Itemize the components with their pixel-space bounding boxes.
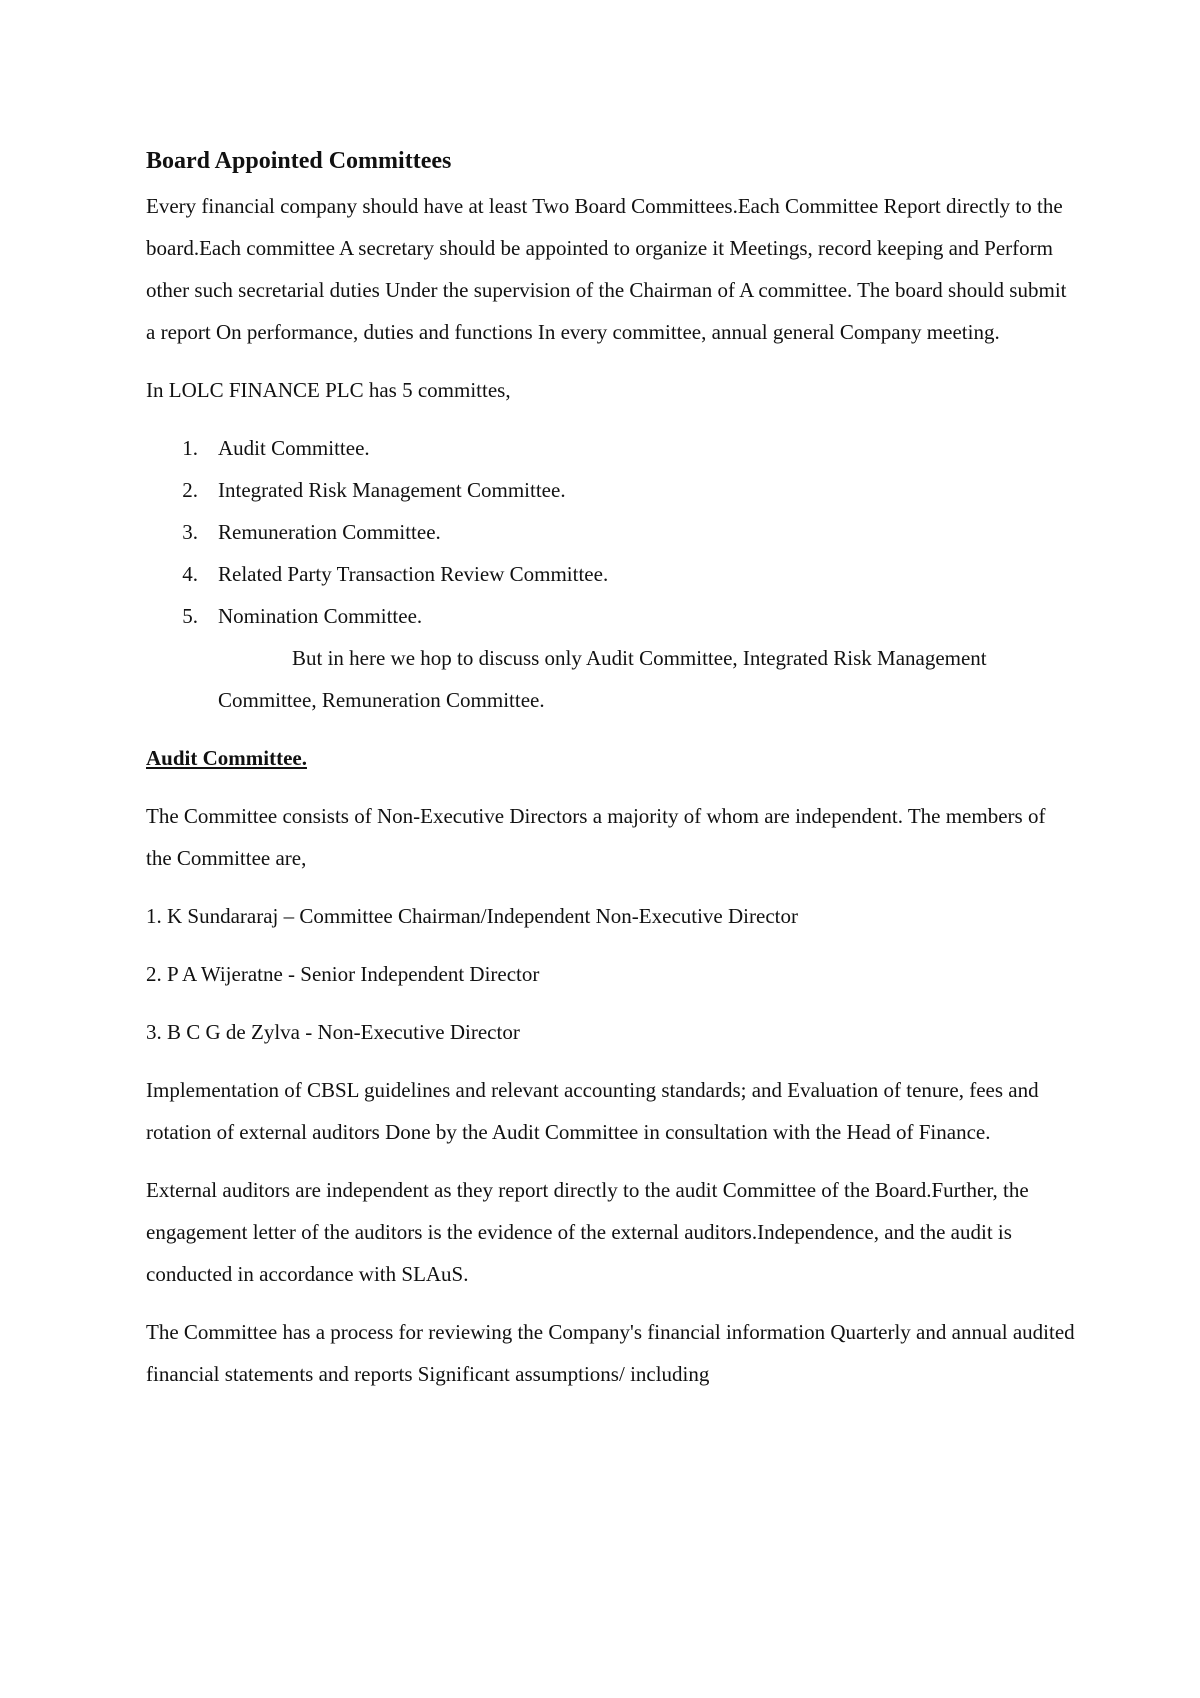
discussion-note-block: [218, 637, 1076, 721]
review-process-paragraph: The Committee has a process for reviewing the Company's financial information Quarterly and annual audited financial statements and reports Significant assumptions/ including: [146, 1320, 1075, 1386]
committees-list: [146, 427, 1076, 637]
list-item-number: 1.: [182, 436, 198, 460]
audit-intro-paragraph: The Committee consists of Non-Executive Directors a majority of whom are independent. The members of the Committee are,: [146, 804, 1046, 870]
audit-committee-heading: Audit Committee.: [146, 746, 307, 770]
list-item-text: Remuneration Committee.: [218, 520, 441, 544]
list-item: [146, 511, 1076, 553]
list-item-number: 2.: [182, 478, 198, 502]
list-item-number: 3.: [182, 520, 198, 544]
document-title: Board Appointed Committees: [146, 148, 452, 174]
member-item: 3. B C G de Zylva - Non-Executive Director: [146, 1020, 520, 1044]
external-auditors-paragraph: External auditors are independent as they report directly to the audit Committee of the Board.Further, the engagement letter of the auditors is the evidence of the external auditors.Independence, and the audit is conducted in accordance with SLAuS.: [146, 1178, 1029, 1286]
list-item-text: Nomination Committee.: [218, 604, 423, 628]
member-item: 2. P A Wijeratne - Senior Independent Director: [146, 962, 540, 986]
list-item: [146, 553, 1076, 595]
list-item-number: 5.: [182, 604, 198, 628]
list-item-text: Integrated Risk Management Committee.: [218, 478, 566, 502]
list-item-text: Audit Committee.: [218, 436, 370, 460]
list-item: [146, 427, 1076, 469]
intro-paragraph: Every financial company should have at least Two Board Committees.Each Committee Report directly to the board.Each committee A secretary should be appointed to organize it Meetings, record keeping and Perform other such secretarial duties Under the supervision of the Chairman of A committee. The board should submit a report On performance, duties and functions In every committee, annual general Company meeting.: [146, 194, 1067, 344]
cbsl-paragraph: Implementation of CBSL guidelines and relevant accounting standards; and Evaluation of tenure, fees and rotation of external auditors Done by the Audit Committee in consultation with the Head of Finance.: [146, 1078, 1039, 1144]
committees-intro: In LOLC FINANCE PLC has 5 committes,: [146, 378, 511, 402]
document-page: [146, 145, 1076, 1411]
discussion-note: But in here we hop to discuss only Audit Committee, Integrated Risk Management Committee, Remuneration Committee.: [218, 646, 987, 712]
list-item-text: Related Party Transaction Review Committee.: [218, 562, 609, 586]
list-item-number: 4.: [182, 562, 198, 586]
list-item: [146, 469, 1076, 511]
member-item: 1. K Sundararaj – Committee Chairman/Independent Non-Executive Director: [146, 904, 798, 928]
list-item: [146, 595, 1076, 637]
